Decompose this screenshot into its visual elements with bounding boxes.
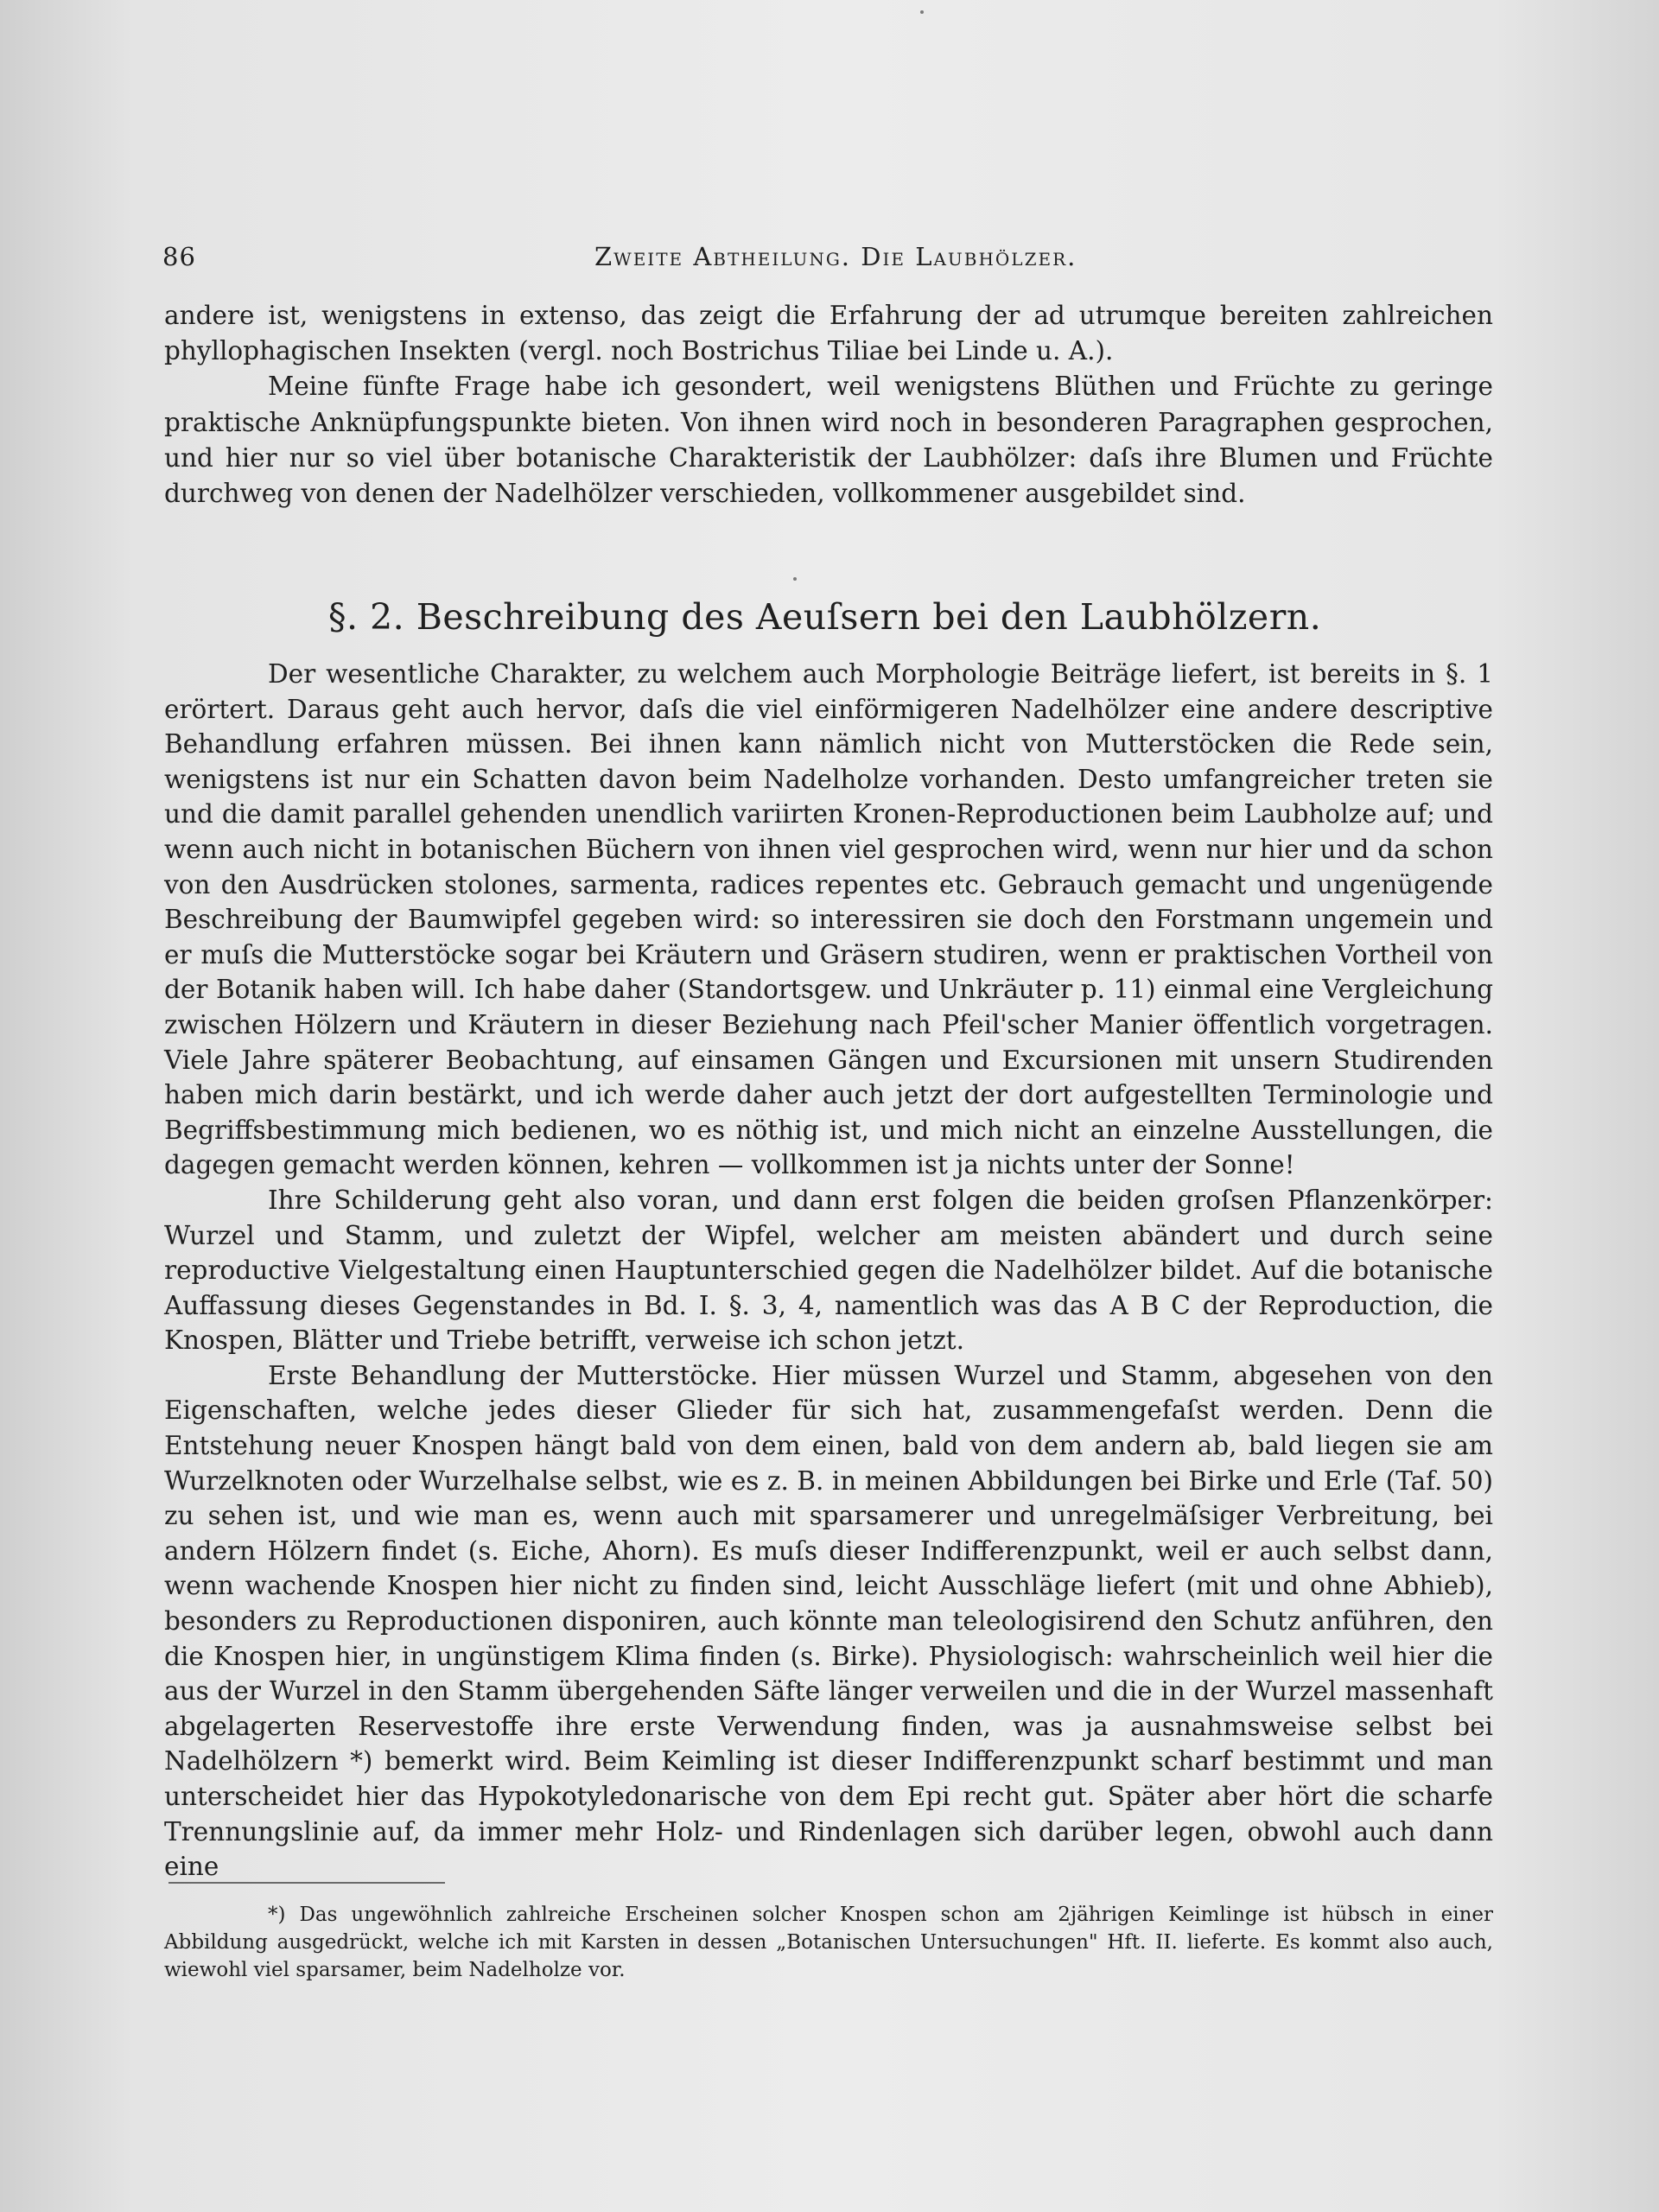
footnote: [164, 1901, 1493, 1984]
section-body: [164, 657, 1493, 1885]
section-paragraph: Erste Behandlung der Mutterstöcke. Hier müssen Wurzel und Stamm, abgesehen von den Eigenschaften, welche jedes dieser Glieder für sich hat, zusammengefaſst werden. Denn die Entstehung neuer Knospen hängt bald von dem einen, bald von dem andern ab, bald liegen sie am Wurzelknoten oder Wurzelhalse selbst, wie es z. B. in meinen Abbildungen bei Birke und Erle (Taf. 50) zu sehen ist, und wie man es, wenn auch mit sparsamerer und unregelmäſsiger Verbreitung, bei andern Hölzern findet (s. Eiche, Ahorn). Es muſs dieser Indifferenzpunkt, weil er auch selbst dann, wenn wachende Knospen hier nicht zu finden sind, leicht Ausschläge liefert (mit und ohne Abhieb), besonders zu Reproductionen disponiren, auch könnte man teleologisirend den Schutz anführen, den die Knospen hier, in ungünstigem Klima finden (s. Birke). Physiologisch: wahrscheinlich weil hier die aus der Wurzel in den Stamm übergehenden Säfte länger verweilen und die in der Wurzel massenhaft abgelagerten Reservestoffe ihre erste Verwendung finden, was ja ausnahmsweise selbst bei Nadelhölzern *) bemerkt wird. Beim Keimling ist dieser Indifferenzpunkt scharf bestimmt und man unterscheidet hier das Hypokotyledonarische von dem Epi recht gut. Später aber hört die scharfe Trennungslinie auf, da immer mehr Holz- und Rindenlagen sich darüber legen, obwohl auch dann eine: [164, 1360, 1493, 1882]
scan-speck: [793, 577, 797, 581]
page-number: 86: [162, 242, 196, 271]
scan-speck: [920, 10, 924, 14]
intro-text: [164, 298, 1493, 512]
running-title: Zweite Abtheilung. Die Laubhölzer.: [594, 242, 1077, 271]
intro-paragraph: Meine fünfte Frage habe ich gesondert, weil wenigstens Blüthen und Früchte zu geringe praktische Anknüpfungspunkte bieten. Von ihnen wird noch in besonderen Paragraphen gesprochen, und hier nur so viel über botanische Charakteristik der Laubhölzer: daſs ihre Blumen und Früchte durchweg von denen der Nadelhölzer verschieden, vollkommener ausgebildet sind.: [164, 372, 1493, 509]
section-paragraph: Der wesentliche Charakter, zu welchem auch Morphologie Beiträge liefert, ist bereits in §. 1 erörtert. Daraus geht auch hervor, daſs die viel einförmigeren Nadelhölzer eine andere descriptive Behandlung erfahren müssen. Bei ihnen kann nämlich nicht von Mutterstöcken die Rede sein, wenigstens ist nur ein Schatten davon beim Nadelholze vorhanden. Desto umfangreicher treten sie und die damit parallel gehenden unendlich variirten Kronen-Reproductionen beim Laubholze auf; und wenn auch nicht in botanischen Büchern von ihnen viel gesprochen wird, wenn nur hier und da schon von den Ausdrücken stolones, sarmenta, radices repentes etc. Gebrauch gemacht und ungenügende Beschreibung der Baumwipfel gegeben wird: so interessiren sie doch den Forstmann ungemein und er muſs die Mutterstöcke sogar bei Kräutern und Gräsern studiren, wenn er praktischen Vortheil von der Botanik haben will. Ich habe daher (Standortsgew. und Unkräuter p. 11) einmal eine Vergleichung zwischen Hölzern und Kräutern in dieser Beziehung nach Pfeil'scher Manier öffentlich vorgetragen. Viele Jahre späterer Beobachtung, auf einsamen Gängen und Excursionen mit unsern Studirenden haben mich darin bestärkt, und ich werde daher auch jetzt der dort aufgestellten Terminologie und Begriffsbestimmung mich bedienen, wo es nöthig ist, und mich nicht an einzelne Ausstellungen, die dagegen gemacht werden können, kehren — vollkommen ist ja nichts unter der Sonne!: [164, 659, 1493, 1180]
footnote-divider: [168, 1882, 445, 1884]
page-header: [162, 242, 1493, 276]
section-heading: §. 2. Beschreibung des Aeuſsern bei den Laubhölzern.: [328, 596, 1322, 638]
intro-paragraph: andere ist, wenigstens in extenso, das zeigt die Erfahrung der ad utrumque bereiten zahlreichen phyllophagischen Insekten (vergl. noch Bostrichus Tiliae bei Linde u. A.).: [164, 301, 1493, 366]
section-paragraph: Ihre Schilderung geht also voran, und dann erst folgen die beiden groſsen Pflanzenkörper: Wurzel und Stamm, und zuletzt der Wipfel, welcher am meisten abändert und durch seine reproductive Vielgestaltung einen Hauptunterschied gegen die Nadelhölzer bildet. Auf die botanische Auffassung dieses Gegenstandes in Bd. I. §. 3, 4, namentlich was das A B C der Reproduction, die Knospen, Blätter und Triebe betrifft, verweise ich schon jetzt.: [164, 1185, 1493, 1356]
footnote-text: *) Das ungewöhnlich zahlreiche Erscheinen solcher Knospen schon am 2jährigen Keimlinge ist hübsch in einer Abbildung ausgedrückt, welche ich mit Karsten in dessen „Botanischen Untersuchungen" Hft. II. lieferte. Es kommt also auch, wiewohl viel sparsamer, beim Nadelholze vor.: [164, 1904, 1493, 1981]
